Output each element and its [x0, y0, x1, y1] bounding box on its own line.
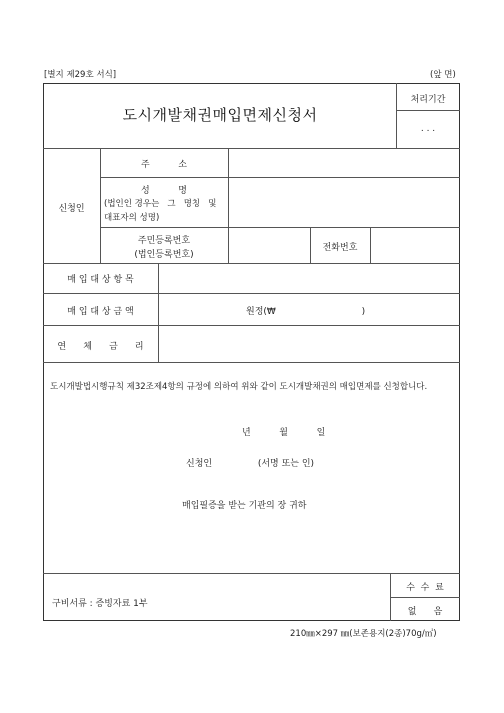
processing-period-value: . . .: [420, 124, 436, 134]
name-sublabel-1: (법인인 경우는 그 명칭 및: [104, 199, 217, 209]
fee-label: 수 수 료: [406, 583, 444, 593]
phone-field[interactable]: [371, 228, 459, 262]
purchase-amount-label: 매 입 대 상 금 액: [67, 307, 134, 317]
rule-target: [43, 293, 460, 294]
date-line[interactable]: 년 월 일: [242, 428, 326, 438]
page-side: (앞 면): [430, 70, 456, 80]
name-label: 성 명: [141, 186, 187, 196]
rule-overdue: [43, 362, 460, 363]
attachments-note: 구비서류 : 증빙자료 1부: [52, 599, 148, 609]
fee-value: 없 음: [407, 607, 443, 617]
regnum-sublabel: (법인등록번호): [134, 250, 194, 260]
signature-line[interactable]: 신청인 (서명 또는 인): [186, 459, 315, 469]
overdue-rate-label: 연 체 금 리: [57, 342, 144, 352]
phone-label: 전화번호: [322, 243, 358, 253]
amount-value[interactable]: 원정(₩ ): [246, 307, 366, 317]
address-field[interactable]: [229, 149, 459, 176]
rule-statement-bottom: [43, 573, 460, 574]
form-title: 도시개발채권매입면제신청서: [122, 106, 318, 124]
recipient-line: 매입필증을 받는 기관의 장 귀하: [182, 501, 307, 511]
processing-period-label: 처리기간: [410, 95, 446, 105]
form-number: [별지 제29호 서식]: [44, 70, 117, 80]
statement-text: 도시개발법시행규칙 제32조제4항의 규정에 의하여 위와 같이 도시개발채권의 매입면제를 신청합니다.: [50, 382, 428, 392]
regnum-field[interactable]: [229, 228, 309, 262]
rule-processing: [396, 110, 460, 111]
purchase-target-field[interactable]: [159, 264, 459, 292]
regnum-label: 주민등록번호: [137, 236, 191, 246]
name-sublabel-2: 대표자의 성명): [104, 213, 160, 223]
address-label: 주 소: [141, 160, 187, 170]
rule-fee: [390, 597, 460, 598]
purchase-target-label: 매 입 대 상 항 목: [67, 275, 134, 285]
applicant-label: 신청인: [58, 204, 85, 214]
paper-spec: 210㎜×297 ㎜(보존용지(2종)70g/㎡): [290, 629, 437, 639]
overdue-rate-field[interactable]: [159, 326, 459, 361]
name-field[interactable]: [229, 178, 459, 226]
